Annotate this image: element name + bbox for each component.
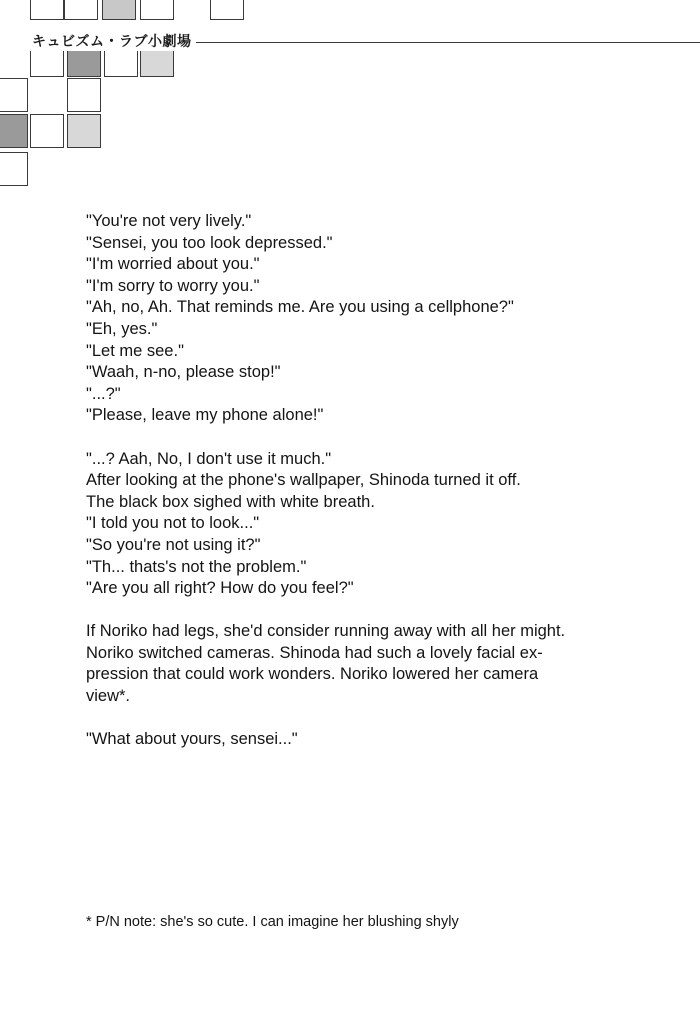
grid-square [0,78,28,112]
text-line: "Please, leave my phone alone!" [86,406,324,425]
grid-square [64,0,98,20]
grid-square [67,78,101,112]
text-line: "Sensei, you too look depressed." [86,233,333,252]
text-line: "...? Aah, No, I don't use it much." [86,449,332,468]
paragraph-gap [86,427,646,449]
text-line: view*. [86,687,131,706]
grid-square [30,114,64,148]
text-line: "What about yours, sensei..." [86,730,298,749]
paragraph [86,729,646,751]
paragraph [86,449,646,600]
text-line: "I'm worried about you." [86,255,260,274]
grid-square [210,0,244,20]
text-line: "...?" [86,384,121,403]
text-line: "I'm sorry to worry you." [86,276,260,295]
grid-square [0,152,28,186]
decorative-grid-squares [0,0,700,200]
paragraph [86,211,646,427]
grid-square [67,114,101,148]
grid-square [30,0,64,20]
header-title: キュビズム・ラブ小劇場 [30,33,196,51]
text-line: "Th... thats's not the problem." [86,557,307,576]
text-line: "Are you all right? How do you feel?" [86,579,354,598]
text-line: "You're not very lively." [86,212,252,230]
text-line: Noriko switched cameras. Shinoda had such a lovely facial ex- [86,643,543,662]
text-line: "Let me see." [86,341,184,360]
text-line: "So you're not using it?" [86,535,261,554]
footnote: * P/N note: she's so cute. I can imagine her blushing shyly [86,914,459,930]
paragraph-gap [86,600,646,622]
text-line: The black box sighed with white breath. [86,492,375,511]
text-line: After looking at the phone's wallpaper, Shinoda turned it off. [86,471,521,490]
text-line: "I told you not to look..." [86,514,260,533]
text-line: pression that could work wonders. Noriko lowered her camera [86,665,539,684]
text-line: "Eh, yes." [86,319,158,338]
story-text [86,211,646,751]
text-line: "Ah, no, Ah. That reminds me. Are you using a cellphone?" [86,298,514,317]
text-line: "Waah, n-no, please stop!" [86,363,281,382]
grid-square [0,114,28,148]
paragraph [86,621,646,707]
paragraph-gap [86,708,646,730]
text-line: If Noriko had legs, she'd consider running away with all her might. [86,622,566,641]
grid-square [102,0,136,20]
grid-square [140,0,174,20]
